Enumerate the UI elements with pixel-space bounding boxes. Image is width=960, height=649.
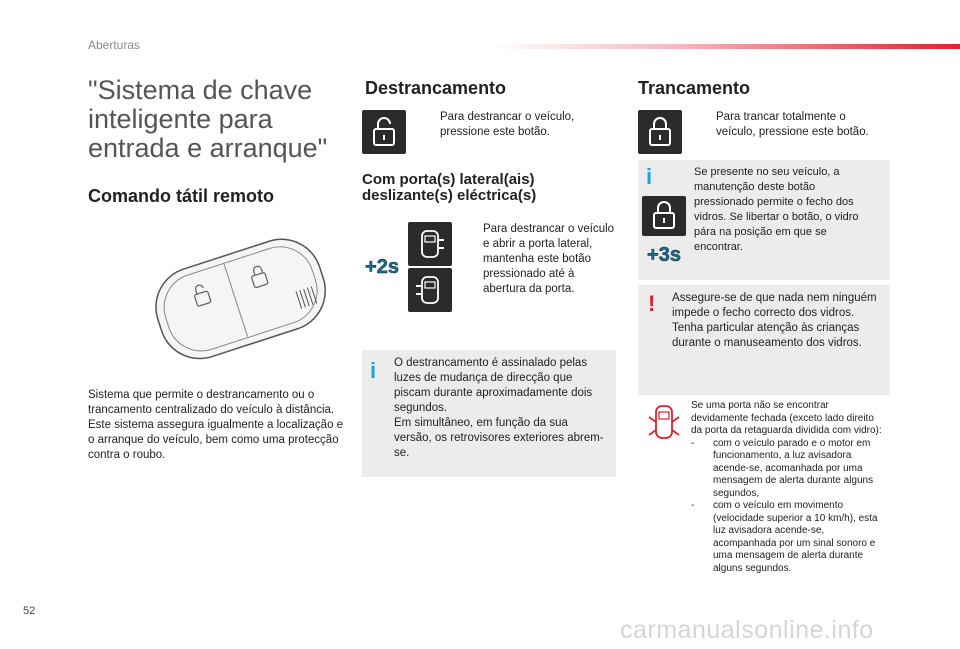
lock-button-icon bbox=[638, 110, 682, 154]
unlocking-info-text: O destrancamento é assinalado pelas luzes de mudança de direcção que piscam durante aproximadamente dois segundos. Em simultâneo, em função da sua versão, os retrovisores exteriores abrem-se. bbox=[394, 357, 604, 459]
window-closing-info-text: Se presente no seu veículo, a manutenção deste botão pressionado permite o fecho dos vidros. Se libertar o botão, o vidro pára na posição em que se encontrar. bbox=[694, 166, 859, 253]
unlocking-heading: Destrancamento bbox=[365, 78, 507, 98]
sliding-door-subheading: Com porta(s) lateral(ais) deslizante(s) eléctrica(s) bbox=[362, 171, 537, 204]
warning-icon: ! bbox=[648, 291, 656, 316]
unlock-step-text: Para destrancar o veículo, pressione este botão. bbox=[440, 111, 575, 138]
lock-button-icon-small bbox=[642, 196, 686, 236]
sliding-door-step bbox=[463, 222, 615, 297]
header-accent-bar bbox=[490, 44, 960, 49]
bullet-icon bbox=[463, 222, 475, 297]
hold-3s-badge bbox=[642, 240, 686, 270]
door-open-warning-icon bbox=[644, 402, 684, 442]
door-warning-item-2: com o veículo em movimento (velocidade superior a 10 km/h), esta luz avisadora acende-se, acompanhada por um sinal sonoro e uma mensagem de alerta durante alguns segundos. bbox=[713, 500, 878, 574]
info-icon: i bbox=[370, 358, 377, 383]
key-fob-illustration bbox=[145, 225, 335, 370]
sliding-door-open-right-icon bbox=[408, 268, 452, 312]
remote-subtitle: Comando tátil remoto bbox=[88, 186, 275, 206]
safety-warning-panel bbox=[638, 285, 890, 395]
page-number: 52 bbox=[23, 605, 36, 617]
lock-step bbox=[696, 110, 886, 140]
unlock-step bbox=[420, 110, 600, 140]
list-item bbox=[691, 438, 887, 501]
bullet-icon bbox=[696, 110, 708, 140]
bullet-icon bbox=[420, 110, 432, 140]
watermark: carmanualsonline.info bbox=[620, 616, 874, 644]
safety-warning-text: Assegure-se de que nada nem ninguém impede o fecho correcto dos vidros. Tenha particular atenção às crianças durante o manuseamento dos vidros. bbox=[672, 292, 877, 349]
window-closing-info-panel bbox=[638, 160, 890, 280]
badge-3s-text: +3s bbox=[647, 244, 681, 266]
remote-description: Sistema que permite o destrancamento ou o trancamento centralizado do veículo à distância. Este sistema assegura igualmente a localização e o arranque do veículo, bem como uma protecção contra o roubo. bbox=[88, 389, 344, 461]
unlock-button-icon bbox=[362, 110, 406, 154]
list-item bbox=[691, 500, 887, 575]
dash-marker: - bbox=[691, 500, 695, 511]
dash-marker: - bbox=[691, 437, 695, 449]
door-warning-block bbox=[691, 400, 887, 575]
door-warning-item-1: com o veículo parado e o motor em funcionamento, a luz avisadora acende-se, acomanhada por uma mensagem de alerta durante alguns segundos, bbox=[713, 437, 874, 499]
hold-2s-badge bbox=[362, 252, 402, 282]
unlocking-info-panel bbox=[362, 350, 616, 477]
locking-heading: Trancamento bbox=[638, 78, 751, 98]
sliding-door-open-left-icon bbox=[408, 222, 452, 266]
lock-step-text: Para trancar totalmente o veículo, pressione este botão. bbox=[716, 111, 869, 138]
sliding-door-step-text: Para destrancar o veículo e abrir a porta lateral, mantenha este botão pressionado até à abertura da porta. bbox=[483, 223, 615, 295]
badge-2s-text: +2s bbox=[365, 256, 399, 278]
info-icon: i bbox=[646, 164, 653, 189]
section-title: Aberturas bbox=[88, 38, 141, 52]
door-warning-intro: Se uma porta não se encontrar devidamente fechada (exceto lado direito da porta da retaguarda dividida com vidro): bbox=[691, 400, 882, 436]
page-title: "Sistema de chave inteligente para entrada e arranque" bbox=[88, 75, 328, 163]
